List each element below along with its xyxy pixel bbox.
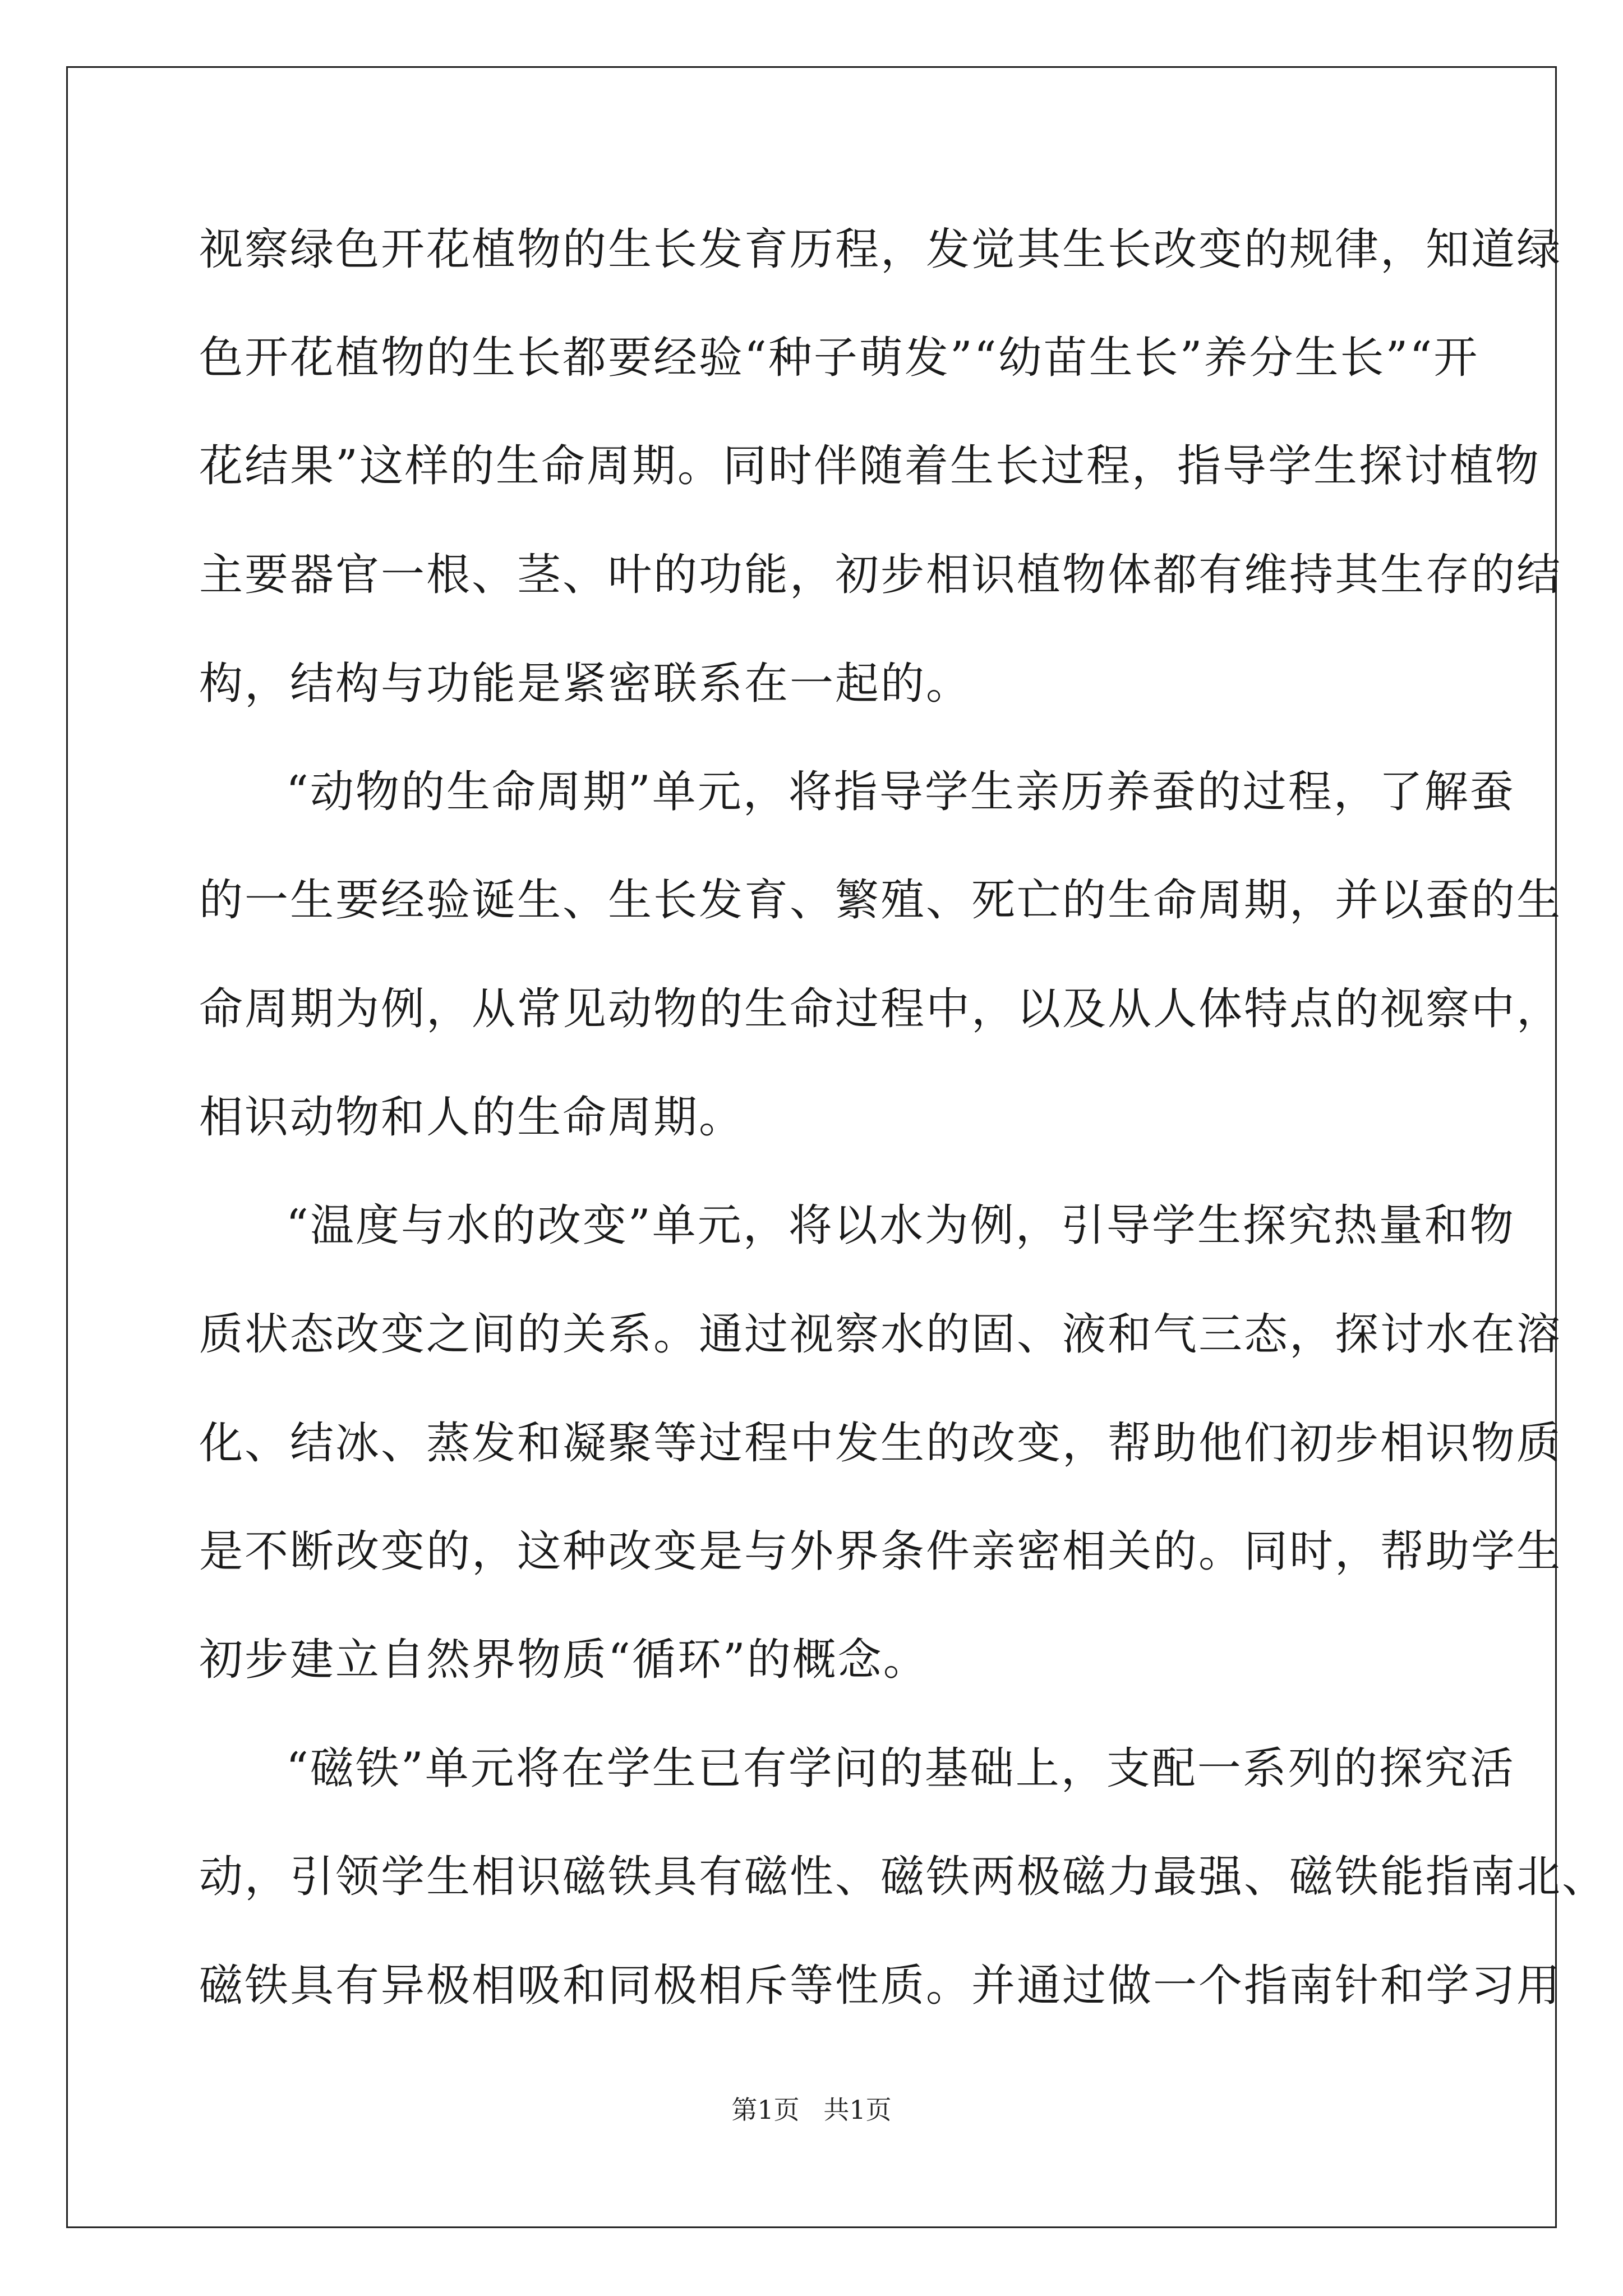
page-footer: [0, 2093, 1623, 2127]
paragraph-start-line-6: “动物的生命周期”单元，将指导学生亲历养蚕的过程，了解蚕: [286, 767, 1515, 817]
paragraph-start-line-15: “磁铁”单元将在学生已有学问的基础上，支配一系列的探究活: [286, 1743, 1515, 1794]
text-line-3: 花结果”这样的生命周期。同时伴随着生长过程，指导学生探讨植物: [199, 441, 1541, 491]
text-line-17: 磁铁具有异极相吸和同极相斥等性质。并通过做一个指南针和学习用: [199, 1961, 1562, 2011]
page-number: 第1页: [731, 2095, 800, 2125]
text-line-2: 色开花植物的生长都要经验“种子萌发”“幼苗生长”养分生长”“开: [199, 333, 1479, 383]
text-line-4: 主要器官一根、茎、叶的功能，初步相识植物体都有维持其生存的结: [199, 550, 1562, 600]
text-line-16: 动，引领学生相识磁铁具有磁性、磁铁两极磁力最强、磁铁能指南北、: [199, 1852, 1608, 1902]
page-total: 共1页: [823, 2095, 892, 2125]
text-line-11: 质状态改变之间的关系。通过视察水的固、液和气三态，探讨水在溶: [199, 1309, 1562, 1360]
text-line-14: 初步建立自然界物质“循环”的概念。: [199, 1635, 929, 1685]
text-line-8: 命周期为例，从常见动物的生命过程中，以及从人体特点的视察中，: [199, 984, 1562, 1034]
text-line-7: 的一生要经验诞生、生长发育、繁殖、死亡的生命周期，并以蚕的生: [199, 875, 1562, 926]
text-line-1: 视察绿色开花植物的生长发育历程，发觉其生长改变的规律，知道绿: [199, 224, 1562, 275]
text-line-5: 构，结构与功能是紧密联系在一起的。: [199, 659, 972, 709]
paragraph-start-line-10: “温度与水的改变”单元，将以水为例，引导学生探究热量和物: [286, 1200, 1515, 1251]
text-line-13: 是不断改变的，这种改变是与外界条件亲密相关的。同时，帮助学生: [199, 1526, 1562, 1577]
text-line-12: 化、结冰、蒸发和凝聚等过程中发生的改变，帮助他们初步相识物质: [199, 1418, 1562, 1469]
text-line-9: 相识动物和人的生命周期。: [199, 1092, 745, 1143]
